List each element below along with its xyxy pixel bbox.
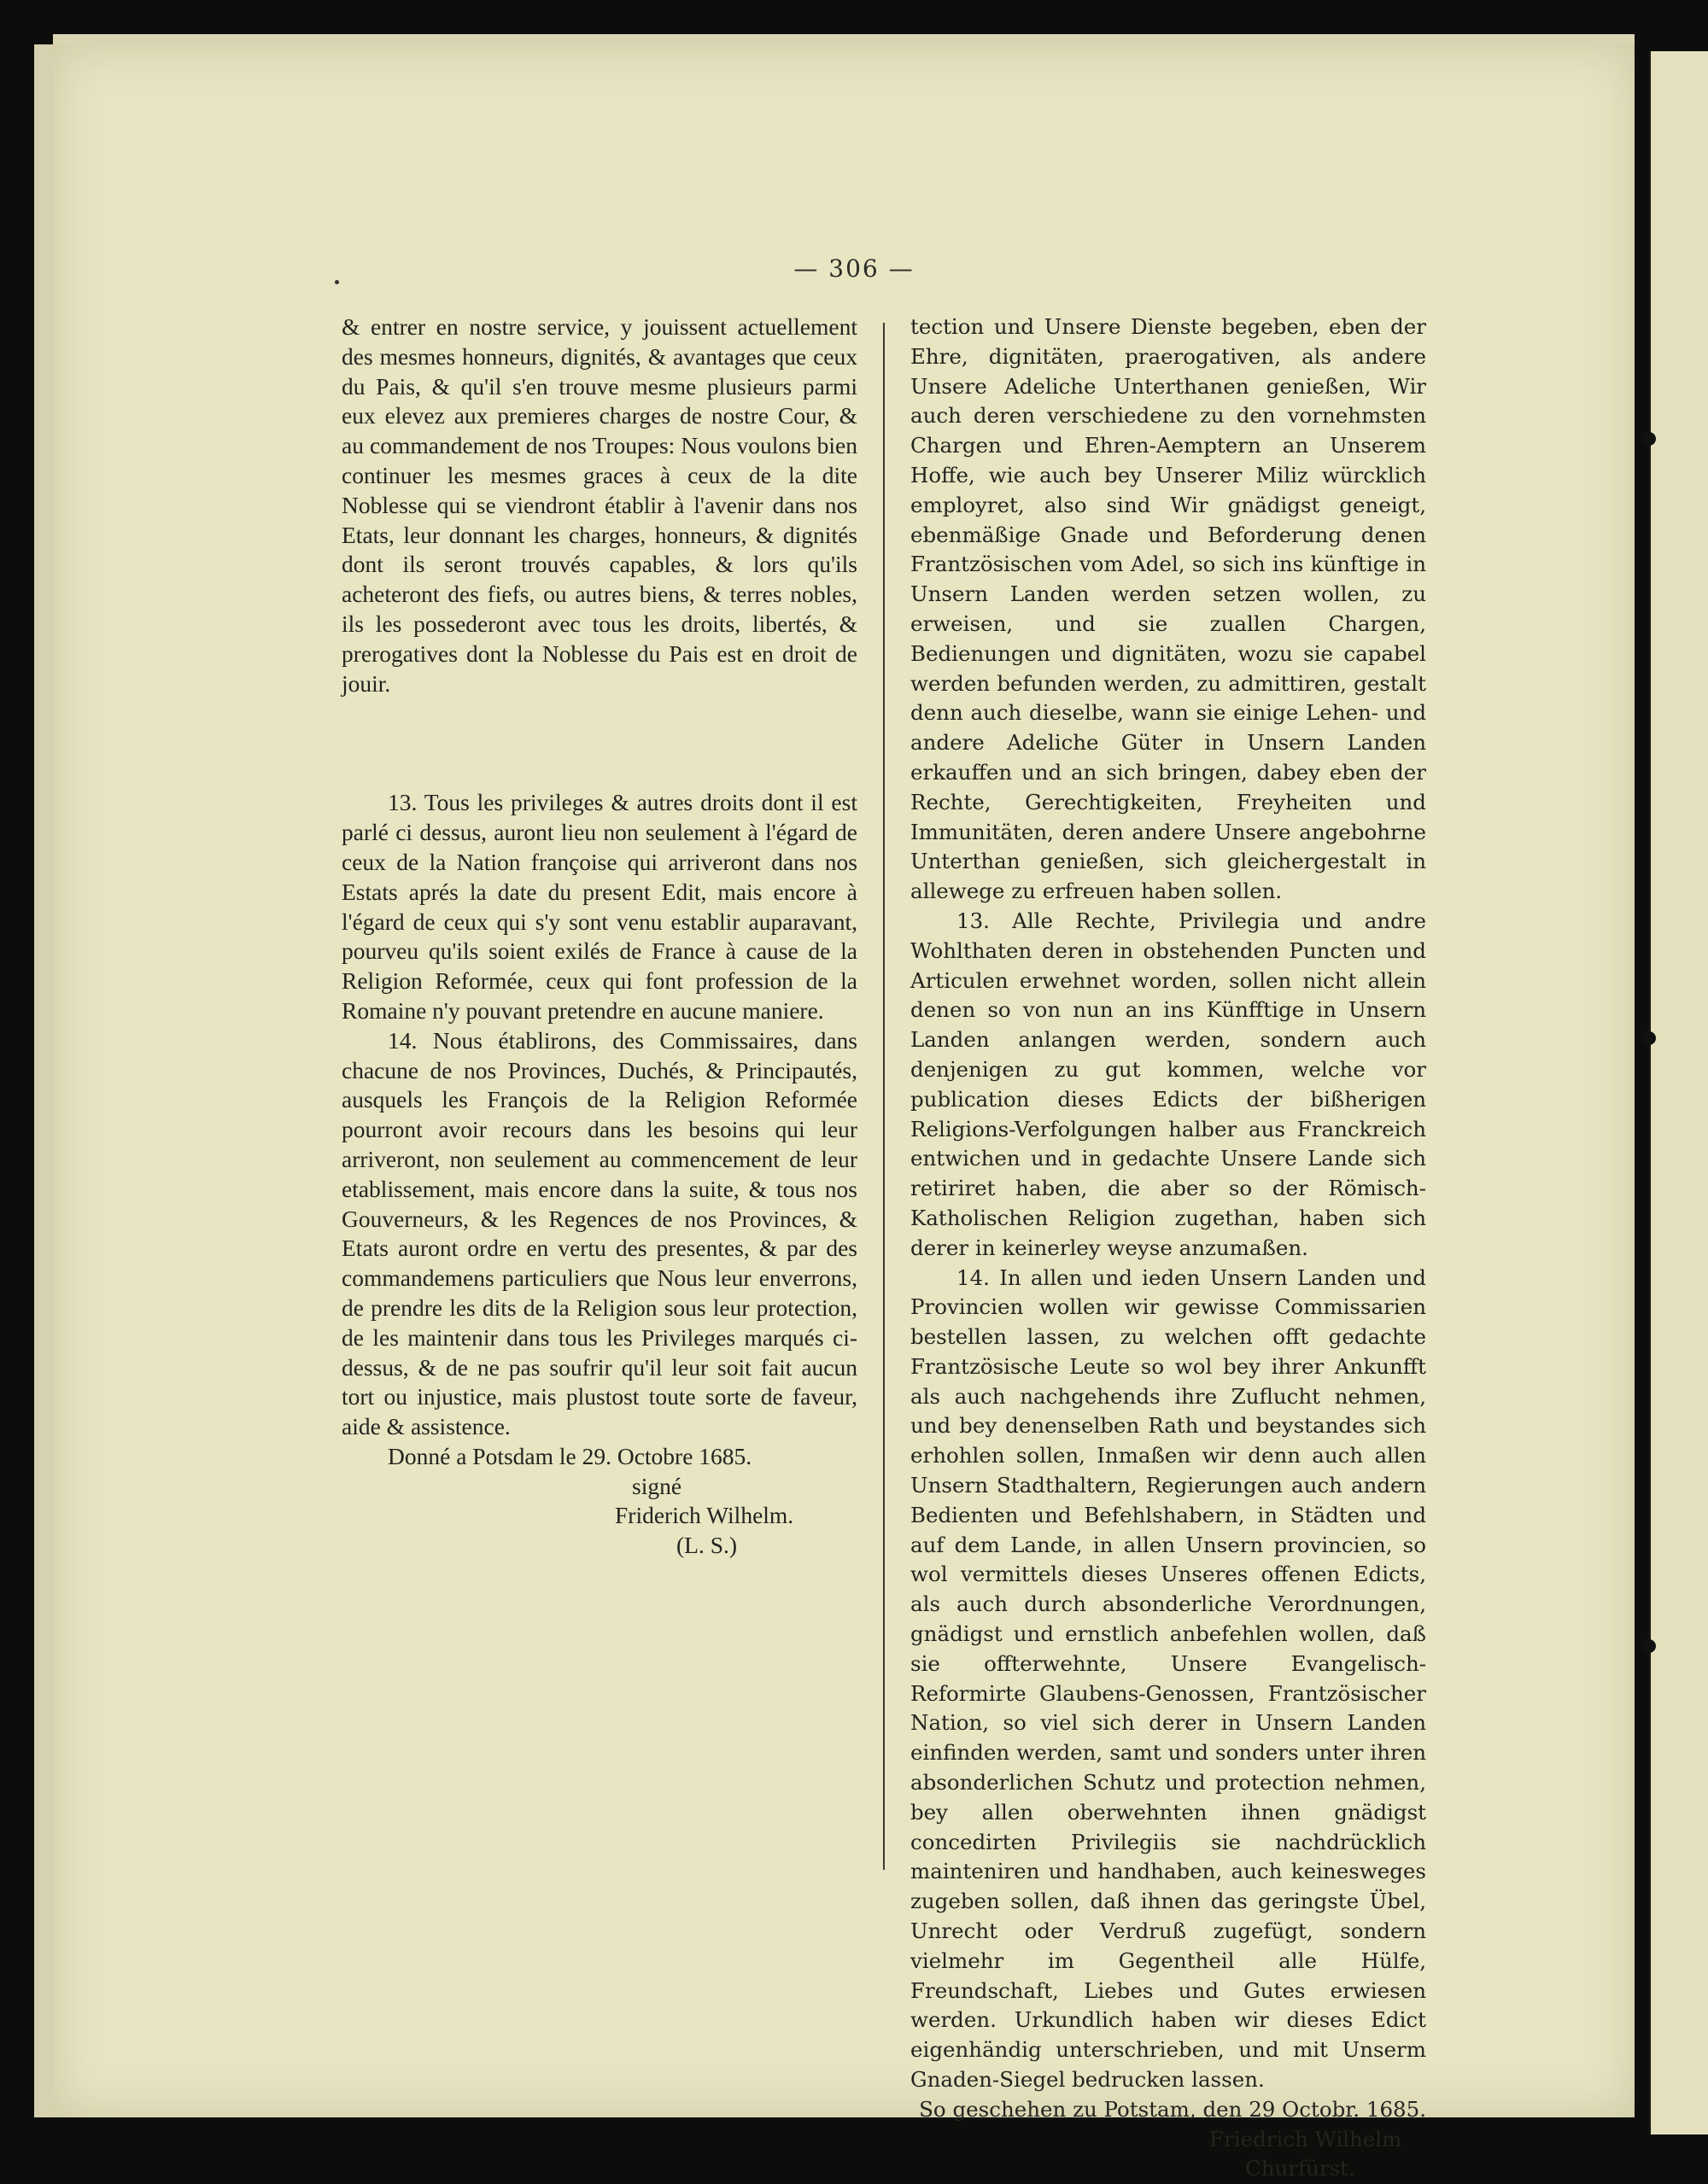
french-seal: (L. S.) <box>676 1532 738 1559</box>
page-number: — 306 — <box>793 254 915 283</box>
german-paragraph-13: 13. Alle Rechte, Privilegia und andre Wohlthaten deren in obstehenden Puncten und Articulen erwehnet worden, sollen nicht allein denen so von nun an ins Künfftige in Unsern Landen anlangen werden, sondern auch denjenigen zu gut kommen, welche vor publication dieses Edicts der bißherigen Religions-Verfolgungen halber aus Franckreich entwichen und in gedachte Unsere Lande sich retiriret haben, die aber so der Römisch-Katholischen Religion zugethan, haben sich derer in keinerley weyse anzumaßen. <box>910 908 1426 1260</box>
binding-hole <box>1642 432 1656 446</box>
german-paragraph-intro: tection und Unsere Dienste begeben, eben der Ehre, dignitäten, praerogativen, als andere Unsere Adeliche Unterthanen genießen, Wir auch deren verschiedene zu den vornehmsten Chargen und Ehren-Aemptern an Unserem Hoffe, wie auch bey Unserer Miliz würcklich employret, also sind Wir gnädigst geneigt, ebenmäßige Gnade und Beforderung denen Frantzösischen vom Adel, so sich ins künftige in Unsern Landen werden setzen wollen, zu erweisen, und sie zuallen Chargen, Bedienungen und dignitäten, wozu sie capabel werden befunden werden, zu admittiren, gestalt denn auch dieselbe, wann sie einige Lehen- und andere Adeliche Güter in Unsern Landen erkauffen und an sich bringen, dabey eben der Rechte, Gerechtigkeiten, Freyheiten und Immunitäten, deren andere Unsere angebohrne Unterthan genießen, sich gleichergestalt in allewege zu erfreuen haben sollen. <box>910 314 1426 904</box>
german-signature-block <box>910 2095 1426 2184</box>
german-column <box>910 312 1426 2184</box>
german-date-line: So geschehen zu Potstam, den 29 Octobr. 1685. <box>919 2096 1426 2122</box>
french-paragraph-13: 13. Tous les privileges & autres droits dont il est parlé ci dessus, auront lieu non seulement à l'égard de ceux de la Nation françoise qui arriveront dans nos Estats aprés la date du present Edit, mais encore à l'égard de ceux qui s'y sont venu establir auparavant, pourveu qu'ils soient exilés de France à cause de la Religion Reformée, ceux qui font profession de la Romaine n'y pouvant pretendre en aucune maniere. <box>342 789 857 1024</box>
french-paragraph-14: 14. Nous établirons, des Commissaires, dans chacune de nos Provinces, Duchés, & Principautés, ausquels les François de la Religion Reformée pourront avoir recours dans les besoins qui leur arriveront, non seulement au commencement de leur etablissement, mais encore dans la suite, & tous nos Gouverneurs, & les Regences de nos Provinces, & Etats auront ordre en vertu des presentes, & par des commandemens particuliers que Nous leur enverrons, de prendre les dits de la Religion sous leur protection, de les maintenir dans tous les Privileges marqués ci-dessus, & de ne pas soufrir qu'il leur soit fait aucun tort ou injustice, mais plustost toute sorte de faveur, aide & assistence. <box>342 1026 857 1440</box>
column-divider <box>883 323 885 1870</box>
german-signer: Friedrich Wilhelm <box>1209 2126 1402 2152</box>
german-paragraph-14: 14. In allen und ieden Unsern Landen und Provincien wollen wir gewisse Commissarien bestellen lassen, zu welchen offt gedachte Frantzösische Leute so wol bey ihrer Ankunfft als auch nachgehends ihre Zuflucht nehmen, und bey denenselben Rath und beystandes sich erhohlen sollen, Inmaßen wir denn auch allen Unsern Stadthaltern, Regierungen auch andern Bedienten und Befehlshabern, in Städten und auf dem Lande, in allen Unsern provincien, so wol vermittels dieses Unseres offenen Edicts, als auch durch absonderliche Verordnungen, gnädigst und ernstlich anbefehlen wollen, daß sie offterwehnte, Unsere Evangelisch-Reformirte Glaubens-Genossen, Frantzösischer Nation, so viel sich derer in Unsern Landen einfinden werden, samt und sonders unter ihren absonderlichen Schutz und protection nehmen, bey allen oberwehnten ihnen gnädigst concedirten Privilegiis sie nachdrücklich mainteniren und handhaben, auch keinesweges zugeben sollen, daß ihnen das geringste Übel, Unrecht oder Verdruß zugefügt, sondern vielmehr im Gegentheil alle Hülfe, Freundschaft, Liebes und Gutes erwiesen werden. Urkundlich haben wir dieses Edict eigenhändig unterschrieben, und mit Unserm Gnaden-Siegel bedrucken lassen. <box>910 1264 1426 2093</box>
french-signe: signé <box>632 1472 682 1499</box>
french-signature-block <box>342 1442 857 1561</box>
german-title: Churfürst. <box>1245 2156 1355 2181</box>
french-signer: Friderich Wilhelm. <box>615 1502 794 1529</box>
binding-hole <box>1642 1031 1656 1045</box>
next-page-edge <box>1648 51 1708 2134</box>
french-paragraph-intro: & entrer en nostre service, y jouissent actuellement des mesmes honneurs, dignités, & avantages que ceux du Pais, & qu'il s'en trouve mesme plusieurs parmi eux elevez aux premieres charges de nostre Cour, & au commandement de nos Troupes: Nous voulons bien continuer les mesmes graces à ceux de la dite Noblesse qui se viendront établir à l'avenir dans nos Etats, leur donnant les charges, honneurs, & dignités dont ils seront trouvés capables, & lors qu'ils acheteront des fiefs, ou autres biens, & terres nobles, ils les possederont avec tous les droits, libertés, & prerogatives dont la Noblesse du Pais est en droit de jouir. <box>342 313 857 697</box>
french-column <box>342 312 857 1561</box>
binding-hole <box>1642 1639 1656 1653</box>
french-date-line: Donné a Potsdam le 29. Octobre 1685. <box>388 1442 752 1469</box>
